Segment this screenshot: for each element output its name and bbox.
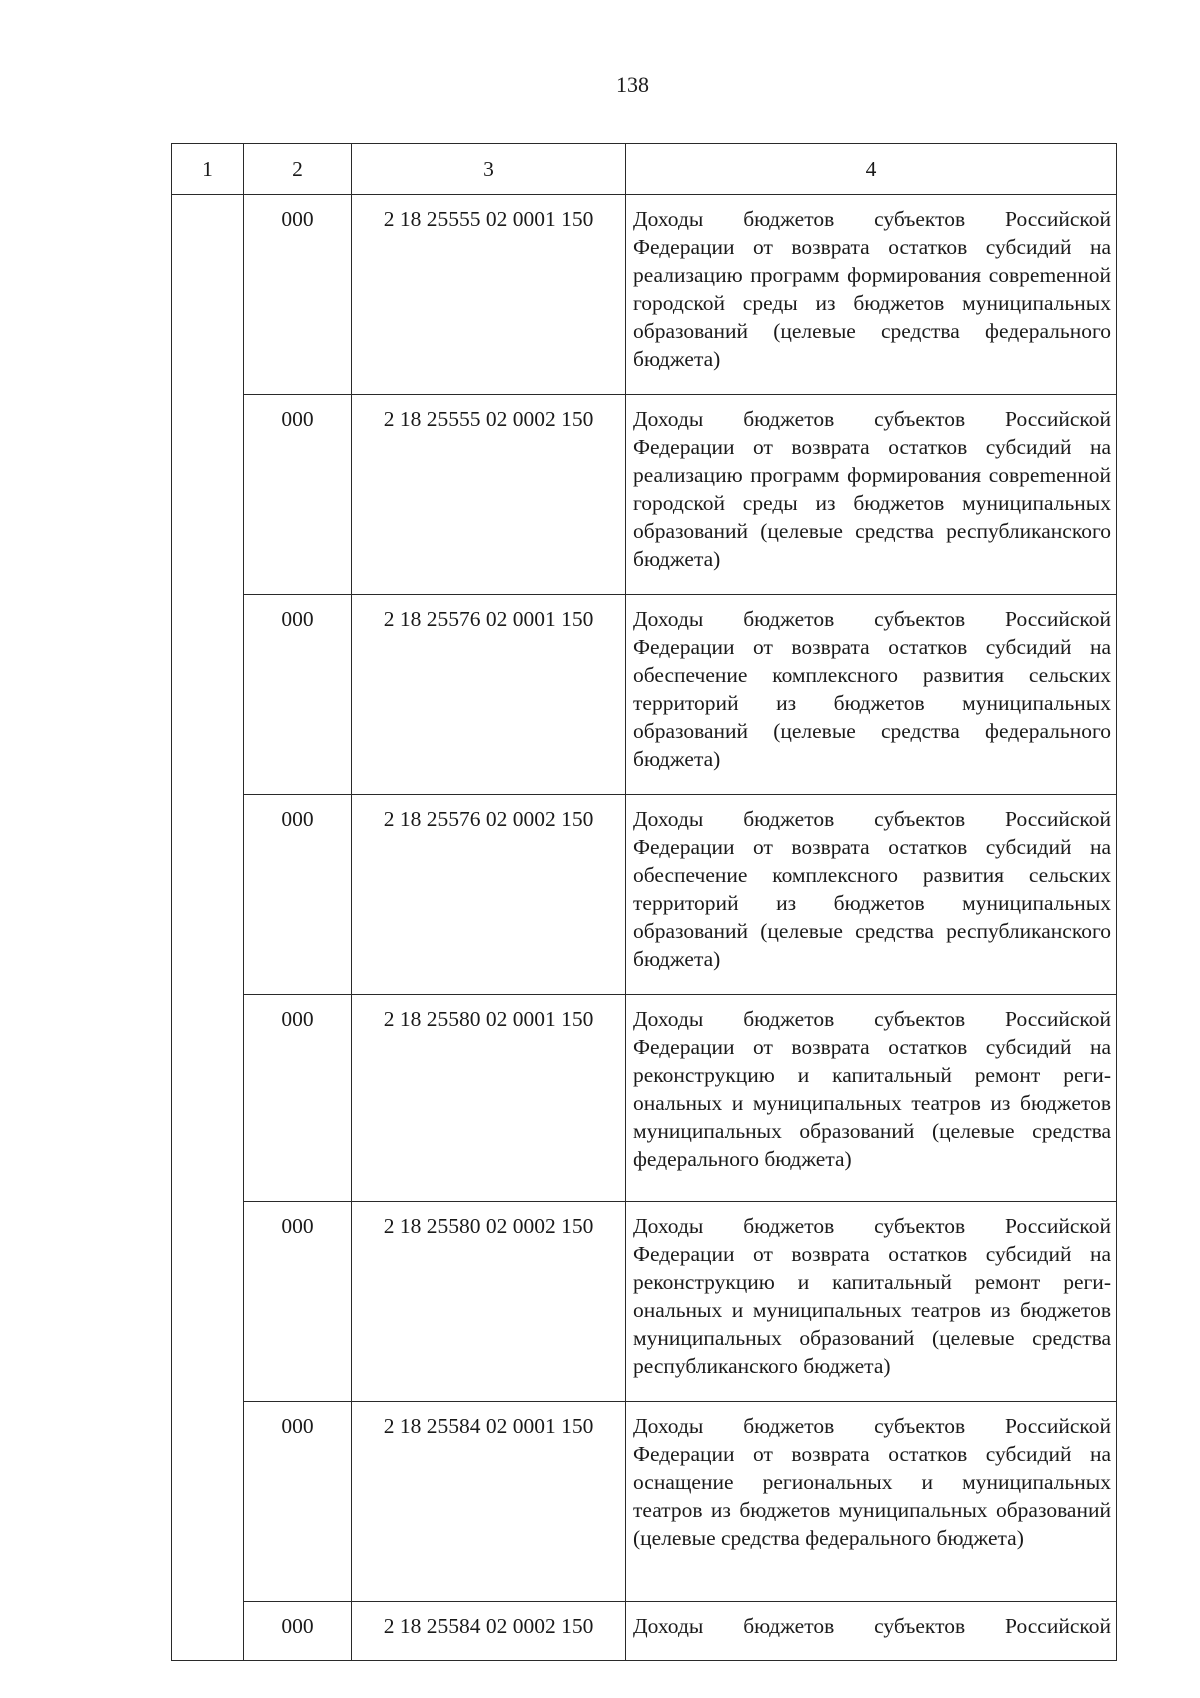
- column-header-1: 1: [172, 144, 244, 195]
- classification-code-cell: 2 18 25584 02 0002 150: [352, 1602, 626, 1661]
- admin-code-cell: 000: [244, 1402, 352, 1602]
- description-cell: Доходы бюджетов субъектов Российской Федерации от возврата остатков субсидий на обеспечение комплексного развития сельских территорий из бюджетов муниципальных образований (целевые средства республиканского бюджета): [626, 795, 1117, 995]
- table-row: [172, 795, 1117, 995]
- classification-code-cell: 2 18 25555 02 0002 150: [352, 395, 626, 595]
- classification-code-cell: 2 18 25576 02 0002 150: [352, 795, 626, 995]
- description-cell: Доходы бюджетов субъектов Российской Федерации от возврата остатков субсидий на реконструкцию и капитальный ремонт региональных и муниципальных театров из бюджетов муниципальных образований (целевые средства федерального бюджета): [626, 995, 1117, 1202]
- description-cell: Доходы бюджетов субъектов Российской Федерации от возврата остатков субсидий на реконструкцию и капитальный ремонт региональных и муниципальных театров из бюджетов муниципальных образований (целевые средства республиканского бюджета): [626, 1202, 1117, 1402]
- classification-code-cell: 2 18 25576 02 0001 150: [352, 595, 626, 795]
- table-row: [172, 1202, 1117, 1402]
- classification-code-cell: 2 18 25555 02 0001 150: [352, 195, 626, 395]
- table-row: [172, 195, 1117, 395]
- description-cell: Доходы бюджетов субъектов Российской: [626, 1602, 1117, 1661]
- admin-code-cell: 000: [244, 395, 352, 595]
- table-row: [172, 595, 1117, 795]
- classification-code-cell: 2 18 25580 02 0001 150: [352, 995, 626, 1202]
- column-header-4: 4: [626, 144, 1117, 195]
- table-header-row: [172, 144, 1117, 195]
- table-row: [172, 395, 1117, 595]
- admin-code-cell: 000: [244, 1602, 352, 1661]
- description-cell: Доходы бюджетов субъектов Российской Федерации от возврата остатков субсидий на реализацию программ формирования совреmенной городской среды из бюджетов муниципальных образований (целевые средства республиканского бюджета): [626, 395, 1117, 595]
- admin-code-cell: 000: [244, 195, 352, 395]
- column-1-cell: [172, 195, 244, 1661]
- column-header-2: 2: [244, 144, 352, 195]
- classification-code-cell: 2 18 25580 02 0002 150: [352, 1202, 626, 1402]
- description-cell: Доходы бюджетов субъектов Российской Федерации от возврата остатков субсидий на оснащение региональных и муниципальных театров из бюджетов муниципальных образований (целевые средства федерального бюджета): [626, 1402, 1117, 1602]
- table-row: [172, 995, 1117, 1202]
- page-number: 138: [616, 72, 649, 97]
- table-row: [172, 1602, 1117, 1661]
- admin-code-cell: 000: [244, 795, 352, 995]
- description-cell: Доходы бюджетов субъектов Российской Федерации от возврата остатков субсидий на реализацию программ формирования совреmенной городской среды из бюджетов муниципальных образований (целевые средства федерального бюджета): [626, 195, 1117, 395]
- admin-code-cell: 000: [244, 595, 352, 795]
- admin-code-cell: 000: [244, 995, 352, 1202]
- classification-code-cell: 2 18 25584 02 0001 150: [352, 1402, 626, 1602]
- budget-revenue-table: [171, 143, 1117, 1661]
- table-row: [172, 1402, 1117, 1602]
- admin-code-cell: 000: [244, 1202, 352, 1402]
- column-header-3: 3: [352, 144, 626, 195]
- description-cell: Доходы бюджетов субъектов Российской Федерации от возврата остатков субсидий на обеспечение комплексного развития сельских территорий из бюджетов муниципальных образований (целевые средства федерального бюджета): [626, 595, 1117, 795]
